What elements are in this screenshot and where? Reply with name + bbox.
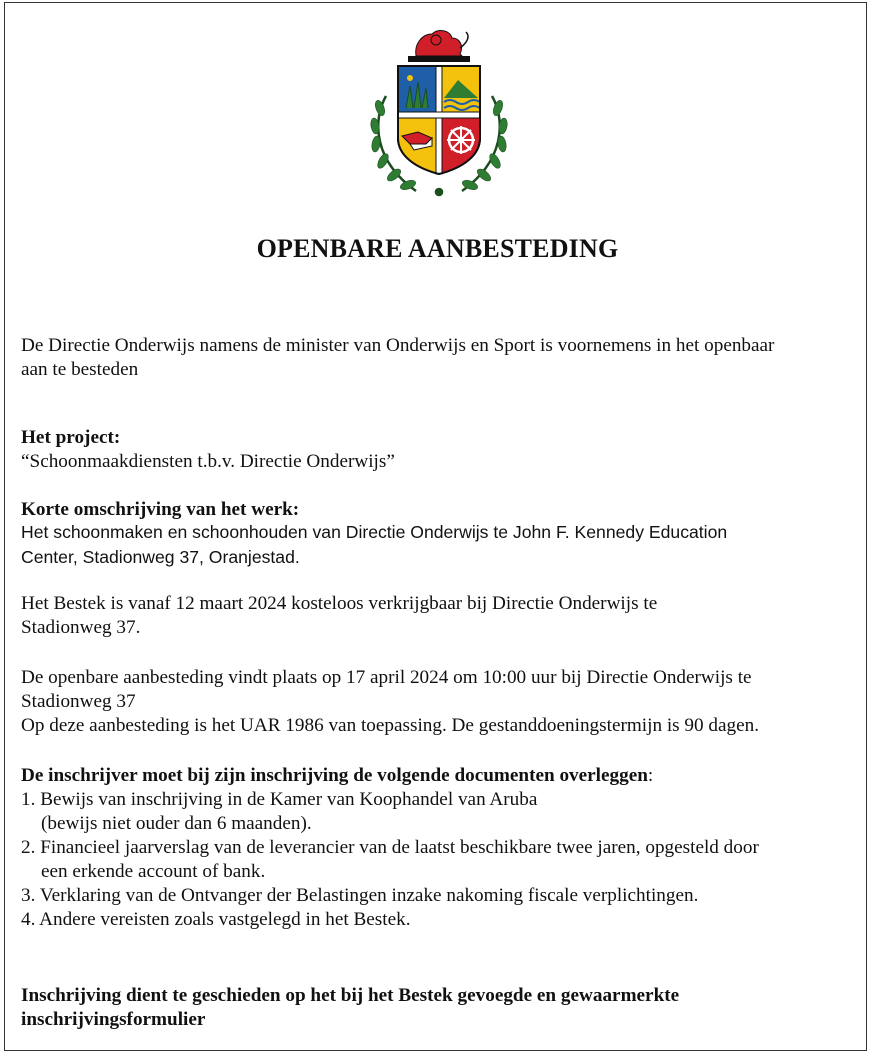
list-item-continuation: (bewijs niet ouder dan 6 maanden). — [41, 813, 312, 834]
project-name: “Schoonmaakdiensten t.b.v. Directie Onderwijs” — [21, 451, 395, 472]
description-line: Het schoonmaken en schoonhouden van Directie Onderwijs te John F. Kennedy Education — [21, 522, 728, 542]
intro-paragraph — [21, 334, 851, 382]
bestek-paragraph — [21, 592, 851, 640]
project-heading: Het project: — [21, 427, 121, 448]
description-heading: Korte omschrijving van het werk: — [21, 499, 300, 520]
list-item: 4. Andere vereisten zoals vastgelegd in het Bestek. — [21, 909, 411, 930]
footer-line: inschrijvingsformulier — [21, 1009, 206, 1030]
description-heading-wrap — [21, 498, 851, 522]
list-item: 1. Bewijs van inschrijving in de Kamer van Koophandel van Aruba — [21, 789, 538, 810]
footer-note — [21, 984, 851, 1032]
documents-heading-colon: : — [647, 765, 654, 786]
documents-heading-row — [21, 764, 851, 788]
tender-line: De openbare aanbesteding vindt plaats op 17 april 2024 om 10:00 uur bij Directie Onderwijs te — [21, 667, 752, 688]
tender-line: Stadionweg 37 — [21, 691, 136, 712]
bestek-line: Het Bestek is vanaf 12 maart 2024 kosteloos verkrijgbaar bij Directie Onderwijs te — [21, 593, 658, 614]
aruba-coat-of-arms-icon — [366, 26, 512, 201]
intro-line: aan te besteden — [21, 359, 139, 380]
bestek-line: Stadionweg 37. — [21, 617, 141, 638]
project-section — [21, 426, 851, 474]
shield — [398, 66, 480, 178]
footer-line: Inschrijving dient te geschieden op het bij het Bestek gevoegde en gewaarmerkte — [21, 985, 680, 1006]
documents-section — [21, 764, 851, 932]
lion-icon — [408, 31, 470, 62]
page-title: OPENBARE AANBESTEDING — [256, 234, 619, 263]
intro-line: De Directie Onderwijs namens de minister van Onderwijs en Sport is voornemens in het openbaar — [21, 335, 775, 356]
list-item-continuation: een erkende account of bank. — [41, 861, 266, 882]
documents-heading: De inschrijver moet bij zijn inschrijving de volgende documenten overleggen — [21, 765, 648, 786]
list-item: 2. Financieel jaarverslag van de leverancier van de laatst beschikbare twee jaren, opgesteld door — [21, 837, 759, 858]
tender-line: Op deze aanbesteding is het UAR 1986 van toepassing. De gestanddoeningstermijn is 90 dagen. — [21, 715, 760, 736]
tender-paragraph — [21, 666, 851, 738]
list-item: 3. Verklaring van de Ontvanger der Belastingen inzake nakoming fiscale verplichtingen. — [21, 885, 699, 906]
description-line: Center, Stadionweg 37, Oranjestad. — [21, 547, 300, 567]
description-text — [21, 520, 851, 570]
